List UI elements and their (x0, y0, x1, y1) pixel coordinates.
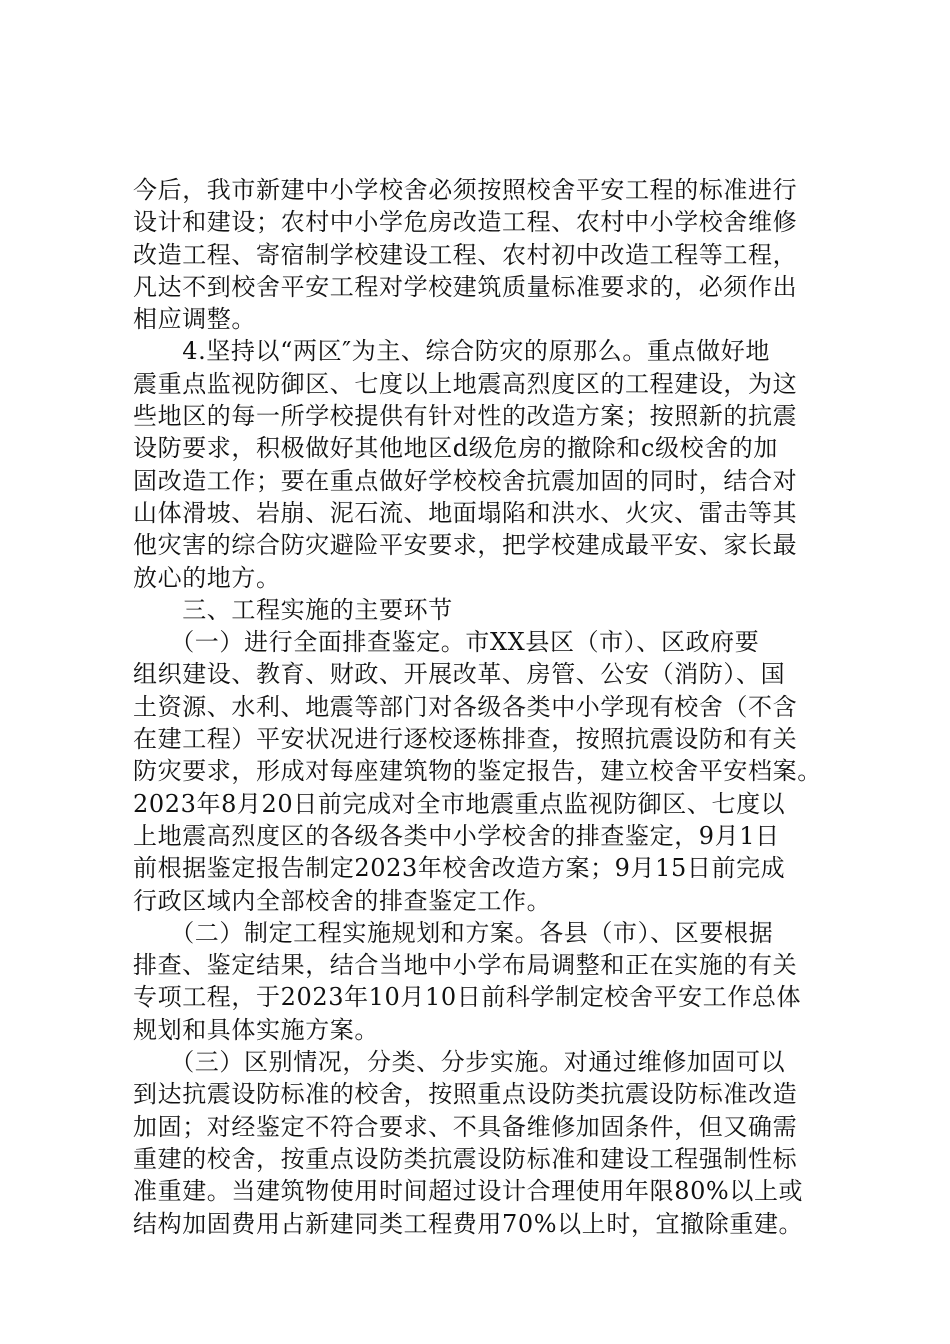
text-line: （二）制定工程实施规划和方案。各县（市）、区要根据 (133, 918, 774, 947)
text-line: 上地震高烈度区的各级各类中小学校舍的排查鉴定，9月1日 (133, 821, 780, 850)
text-line: 组织建设、教育、财政、开展改革、房管、公安（消防）、国 (133, 660, 786, 689)
text-line: （三）区别情况，分类、分步实施。对通过维修加固可以 (133, 1048, 786, 1077)
text-line: 结构加固费用占新建同类工程费用70%以上时，宜撤除重建。 (133, 1209, 804, 1238)
text-line: 加固；对经鉴定不符合要求、不具备维修加固条件，但又确需 (133, 1112, 798, 1141)
text-line: 设计和建设；农村中小学危房改造工程、农村中小学校舍维修 (133, 208, 798, 237)
text-line: 固改造工作；要在重点做好学校校舍抗震加固的同时，结合对 (133, 466, 798, 495)
text-line: 排查、鉴定结果，结合当地中小学布局调整和正在实施的有关 (133, 951, 798, 980)
text-line: （一）进行全面排查鉴定。市XX县区（市）、区政府要 (133, 628, 760, 657)
text-line: 规划和具体实施方案。 (133, 1015, 379, 1044)
text-line: 4.坚持以“两区″为主、综合防灾的原那么。重点做好地 (133, 337, 770, 366)
text-line: 前根据鉴定报告制定2023年校舍改造方案；9月15日前完成 (133, 854, 786, 883)
text-line: 重建的校舍，按重点设防类抗震设防标准和建设工程强制性标 (133, 1144, 798, 1173)
text-line: 凡达不到校舍平安工程对学校建筑质量标准要求的，必须作出 (133, 272, 798, 301)
section-heading: 三、工程实施的主要环节 (133, 595, 453, 624)
text-line: 到达抗震设防标准的校舍，按照重点设防类抗震设防标准改造 (133, 1080, 798, 1109)
text-line: 专项工程，于2023年10月10日前科学制定校舍平安工作总体 (133, 983, 802, 1012)
text-line: 些地区的每一所学校提供有针对性的改造方案；按照新的抗震 (133, 402, 798, 431)
text-line: 震重点监视防御区、七度以上地震高烈度区的工程建设，为这 (133, 369, 798, 398)
text-line: 行政区域内全部校舍的排查鉴定工作。 (133, 886, 552, 915)
text-line: 在建工程）平安状况进行逐校逐栋排查，按照抗震设防和有关 (133, 725, 798, 754)
text-line: 设防要求，积极做好其他地区d级危房的撤除和c级校舍的加 (133, 434, 779, 463)
text-line: 放心的地方。 (133, 563, 281, 592)
text-line: 2023年8月20日前完成对全市地震重点监视防御区、七度以 (133, 789, 786, 818)
text-line: 土资源、水利、地震等部门对各级各类中小学现有校舍（不含 (133, 692, 798, 721)
text-line: 准重建。当建筑物使用时间超过设计合理使用年限80%以上或 (133, 1177, 804, 1206)
text-line: 改造工程、寄宿制学校建设工程、农村初中改造工程等工程， (133, 240, 798, 269)
text-line: 防灾要求，形成对每座建筑物的鉴定报告，建立校舍平安档案。 (133, 757, 822, 786)
text-line: 山体滑坡、岩崩、泥石流、地面塌陷和洪水、火灾、雷击等其 (133, 498, 798, 527)
text-line: 他灾害的综合防灾避险平安要求，把学校建成最平安、家长最 (133, 531, 798, 560)
document-body (133, 174, 833, 1240)
text-line: 今后，我市新建中小学校舍必须按照校舍平安工程的标准进行 (133, 176, 798, 204)
text-line: 相应调整。 (133, 305, 256, 334)
